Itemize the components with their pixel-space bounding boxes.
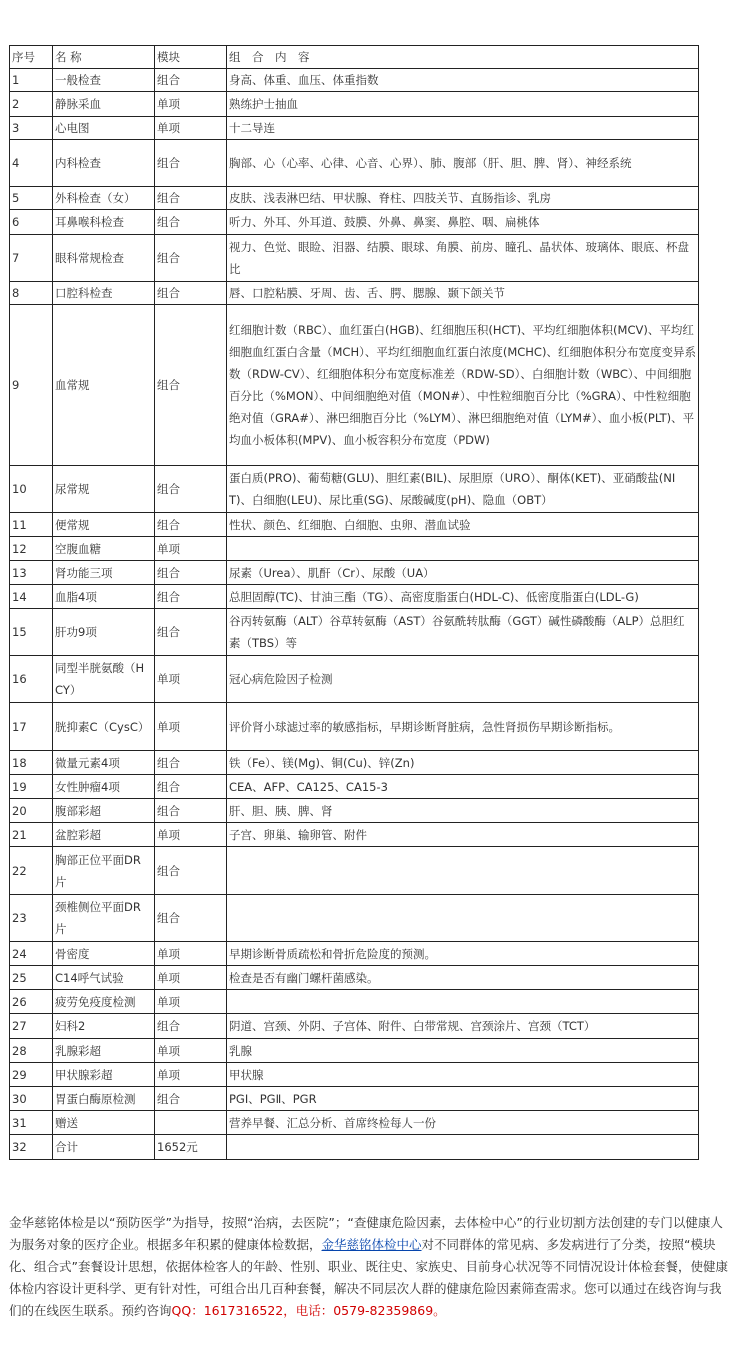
table-row (10, 140, 699, 187)
table-row (10, 585, 699, 609)
cell-no: 27 (10, 1014, 53, 1039)
cell-name: 胸部正位平面DR片 (53, 847, 155, 895)
cell-name: 女性肿瘤4项 (53, 775, 155, 799)
cell-content: 子宫、卵巢、输卵管、附件 (227, 823, 699, 847)
cell-name: 内科检查 (53, 140, 155, 187)
cell-no: 5 (10, 187, 53, 210)
cell-no: 6 (10, 210, 53, 235)
cell-module: 组合 (155, 187, 227, 210)
cell-name: 颈椎侧位平面DR片 (53, 895, 155, 942)
checkup-package-table (9, 45, 699, 1160)
table-row (10, 799, 699, 823)
cell-content: 铁（Fe）、镁(Mg)、铜(Cu)、锌(Zn) (227, 751, 699, 775)
cell-module: 单项 (155, 942, 227, 966)
cell-no: 22 (10, 847, 53, 895)
cell-content (227, 895, 699, 942)
cell-content: 乳腺 (227, 1039, 699, 1063)
cell-name: 微量元素4项 (53, 751, 155, 775)
cell-module: 组合 (155, 751, 227, 775)
cell-no: 4 (10, 140, 53, 187)
cell-no: 23 (10, 895, 53, 942)
table-row (10, 942, 699, 966)
cell-no: 21 (10, 823, 53, 847)
cell-no: 25 (10, 966, 53, 990)
table-row (10, 1014, 699, 1039)
cell-no: 30 (10, 1087, 53, 1111)
cell-no: 16 (10, 656, 53, 703)
table-row (10, 1135, 699, 1160)
table-row (10, 235, 699, 282)
cell-content: 尿素（Urea）、肌酐（Cr）、尿酸（UA） (227, 561, 699, 585)
cell-content (227, 1135, 699, 1160)
cell-module: 单项 (155, 966, 227, 990)
cell-module: 单项 (155, 656, 227, 703)
table-row (10, 751, 699, 775)
cell-content (227, 847, 699, 895)
cell-name: 耳鼻喉科检查 (53, 210, 155, 235)
table-row (10, 69, 699, 92)
table-row (10, 1039, 699, 1063)
cell-name: 血常规 (53, 305, 155, 466)
cell-no: 12 (10, 537, 53, 561)
cell-name: 口腔科检查 (53, 282, 155, 305)
table-row (10, 823, 699, 847)
cell-name: 便常规 (53, 513, 155, 537)
cell-module: 单项 (155, 703, 227, 751)
header-module: 模块 (155, 46, 227, 69)
cell-no: 19 (10, 775, 53, 799)
cell-no: 18 (10, 751, 53, 775)
cell-content: 营养早餐、汇总分析、首席终检每人一份 (227, 1111, 699, 1135)
table-row (10, 847, 699, 895)
cell-name: 心电图 (53, 117, 155, 140)
cell-no: 9 (10, 305, 53, 466)
cell-module: 组合 (155, 140, 227, 187)
cell-content: 听力、外耳、外耳道、鼓膜、外鼻、鼻窦、鼻腔、咽、扁桃体 (227, 210, 699, 235)
cell-content: 蛋白质(PRO)、葡萄糖(GLU)、胆红素(BIL)、尿胆原（URO）、酮体(KET)、亚硝酸盐(NIT)、白细胞(LEU)、尿比重(SG)、尿酸碱度(pH)、隐血（OBT） (227, 466, 699, 513)
cell-module: 组合 (155, 895, 227, 942)
cell-name: 血脂4项 (53, 585, 155, 609)
cell-content: 胸部、心（心率、心律、心音、心界）、肺、腹部（肝、胆、脾、肾）、神经系统 (227, 140, 699, 187)
cell-name: 静脉采血 (53, 92, 155, 117)
table-row (10, 187, 699, 210)
cell-module: 组合 (155, 210, 227, 235)
cell-module: 组合 (155, 1014, 227, 1039)
cell-content: 总胆固醇(TC)、甘油三酯（TG）、高密度脂蛋白(HDL-C)、低密度脂蛋白(LDL-G) (227, 585, 699, 609)
cell-name: 妇科2 (53, 1014, 155, 1039)
table-row (10, 466, 699, 513)
table-header-row (10, 46, 699, 69)
cell-module: 组合 (155, 561, 227, 585)
cell-name: 一般检查 (53, 69, 155, 92)
cell-module: 1652元 (155, 1135, 227, 1160)
cell-no: 28 (10, 1039, 53, 1063)
cell-module: 组合 (155, 609, 227, 656)
table-row (10, 92, 699, 117)
header-name: 名 称 (53, 46, 155, 69)
cell-content: 身高、体重、血压、体重指数 (227, 69, 699, 92)
cell-name: 外科检查（女） (53, 187, 155, 210)
cell-name: 甲状腺彩超 (53, 1063, 155, 1087)
intro-paragraph (9, 1212, 731, 1322)
cell-no: 13 (10, 561, 53, 585)
cell-name: 胃蛋白酶原检测 (53, 1087, 155, 1111)
header-content: 组 合 内 容 (227, 46, 699, 69)
cell-module: 单项 (155, 823, 227, 847)
header-no: 序号 (10, 46, 53, 69)
table-row (10, 990, 699, 1014)
cell-content (227, 990, 699, 1014)
table-row (10, 609, 699, 656)
cell-content: 评价肾小球滤过率的敏感指标，早期诊断肾脏病，急性肾损伤早期诊断指标。 (227, 703, 699, 751)
cell-module: 单项 (155, 92, 227, 117)
table-row (10, 561, 699, 585)
cell-module: 组合 (155, 775, 227, 799)
table-row (10, 537, 699, 561)
cell-name: 肾功能三项 (53, 561, 155, 585)
cell-content: 谷丙转氨酶（ALT）谷草转氨酶（AST）谷氨酰转肽酶（GGT）碱性磷酸酶（ALP）总胆红素（TBS）等 (227, 609, 699, 656)
cell-content: 检查是否有幽门螺杆菌感染。 (227, 966, 699, 990)
table-row (10, 282, 699, 305)
cell-module: 单项 (155, 1063, 227, 1087)
cell-content: 唇、口腔粘膜、牙周、齿、舌、腭、腮腺、颞下颌关节 (227, 282, 699, 305)
cell-content (227, 537, 699, 561)
cell-name: 眼科常规检查 (53, 235, 155, 282)
cell-no: 24 (10, 942, 53, 966)
table-row (10, 966, 699, 990)
cell-name: 尿常规 (53, 466, 155, 513)
table-row (10, 117, 699, 140)
cell-module: 单项 (155, 537, 227, 561)
center-link[interactable]: 金华慈铭体检中心 (321, 1237, 422, 1252)
cell-name: 腹部彩超 (53, 799, 155, 823)
cell-content: 十二导连 (227, 117, 699, 140)
cell-content: 视力、色觉、眼睑、泪器、结膜、眼球、角膜、前房、瞳孔、晶状体、玻璃体、眼底、杯盘比 (227, 235, 699, 282)
table-row (10, 895, 699, 942)
cell-name: 合计 (53, 1135, 155, 1160)
cell-no: 20 (10, 799, 53, 823)
cell-no: 14 (10, 585, 53, 609)
cell-name: C14呼气试验 (53, 966, 155, 990)
cell-name: 疲劳免疫度检测 (53, 990, 155, 1014)
cell-content: 甲状腺 (227, 1063, 699, 1087)
cell-no: 31 (10, 1111, 53, 1135)
cell-no: 26 (10, 990, 53, 1014)
cell-module: 组合 (155, 69, 227, 92)
cell-no: 15 (10, 609, 53, 656)
intro-text-after: 对不同群体的常见病、多发病进行了分类，按照“模块化、组合式”套餐设计思想，依据体检客人的年龄、性别、职业、既往史、家族史、目前身心状况等不同情况设计体检套餐，使健康体检内容设计更科学、更有针对性，可组合出几百种套餐，解决不同层次人群的健康危险因素筛查需求。您可以通过在线咨询与我们的在线医生联系。预约咨询 (9, 1237, 728, 1318)
cell-no: 11 (10, 513, 53, 537)
cell-name: 盆腔彩超 (53, 823, 155, 847)
cell-no: 1 (10, 69, 53, 92)
cell-module: 单项 (155, 117, 227, 140)
cell-no: 10 (10, 466, 53, 513)
cell-content: 红细胞计数（RBC）、血红蛋白(HGB)、红细胞压积(HCT)、平均红细胞体积(MCV)、平均红细胞血红蛋白含量（MCH）、平均红细胞血红蛋白浓度(MCHC)、红细胞体积分布宽度变异系数（RDW-CV）、红细胞体积分布宽度标准差（RDW-SD）、白细胞计数（WBC）、中间细胞百分比（%MON）、中间细胞绝对值（MON#）、中性粒细胞百分比（%GRA）、中性粒细胞绝对值（GRA#）、淋巴细胞百分比（%LYM）、淋巴细胞绝对值（LYM#）、血小板(PLT)、平均血小板体积(MPV)、血小板容积分布宽度（PDW) (227, 305, 699, 466)
cell-no: 8 (10, 282, 53, 305)
table-row (10, 305, 699, 466)
table-row (10, 656, 699, 703)
table-row (10, 703, 699, 751)
cell-module: 组合 (155, 305, 227, 466)
table-row (10, 513, 699, 537)
cell-content: 冠心病危险因子检测 (227, 656, 699, 703)
cell-module (155, 1111, 227, 1135)
cell-no: 7 (10, 235, 53, 282)
table-row (10, 210, 699, 235)
cell-name: 乳腺彩超 (53, 1039, 155, 1063)
cell-module: 组合 (155, 847, 227, 895)
cell-content: PGⅠ、PGⅡ、PGR (227, 1087, 699, 1111)
cell-content: 阴道、宫颈、外阴、子宫体、附件、白带常规、宫颈涂片、宫颈（TCT） (227, 1014, 699, 1039)
table-row (10, 1087, 699, 1111)
cell-no: 32 (10, 1135, 53, 1160)
cell-name: 骨密度 (53, 942, 155, 966)
cell-content: 肝、胆、胰、脾、肾 (227, 799, 699, 823)
cell-name: 赠送 (53, 1111, 155, 1135)
cell-module: 组合 (155, 1087, 227, 1111)
cell-content: 性状、颜色、红细胞、白细胞、虫卵、潜血试验 (227, 513, 699, 537)
cell-module: 组合 (155, 235, 227, 282)
contact-info: QQ：1617316522，电话：0579-82359869。 (171, 1303, 446, 1318)
cell-name: 空腹血糖 (53, 537, 155, 561)
cell-module: 组合 (155, 585, 227, 609)
intro-text-before: 金华慈铭体检是以“预防医学”为指导，按照“治病，去医院”；“查健康危险因素，去体检中心”的行业切割方法创建的专门以健康人为服务对象的医疗企业。根据多年积累的健康体检数据， (9, 1215, 723, 1252)
cell-no: 3 (10, 117, 53, 140)
cell-name: 同型半胱氨酸（HCY） (53, 656, 155, 703)
cell-module: 组合 (155, 282, 227, 305)
cell-module: 组合 (155, 466, 227, 513)
cell-content: 早期诊断骨质疏松和骨折危险度的预测。 (227, 942, 699, 966)
cell-module: 组合 (155, 799, 227, 823)
cell-module: 单项 (155, 990, 227, 1014)
table-row (10, 1063, 699, 1087)
cell-name: 胱抑素C（CysC） (53, 703, 155, 751)
cell-content: CEA、AFP、CA125、CA15-3 (227, 775, 699, 799)
cell-no: 17 (10, 703, 53, 751)
table-row (10, 775, 699, 799)
table-row (10, 1111, 699, 1135)
cell-module: 组合 (155, 513, 227, 537)
cell-module: 单项 (155, 1039, 227, 1063)
cell-no: 2 (10, 92, 53, 117)
cell-content: 熟练护士抽血 (227, 92, 699, 117)
cell-no: 29 (10, 1063, 53, 1087)
cell-content: 皮肤、浅表淋巴结、甲状腺、脊柱、四肢关节、直肠指诊、乳房 (227, 187, 699, 210)
cell-name: 肝功9项 (53, 609, 155, 656)
